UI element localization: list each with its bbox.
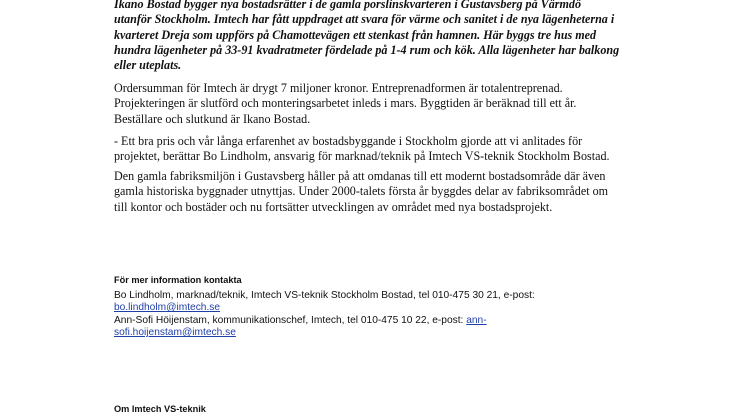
lead-line: hundra lägenheter på 33-91 kvadratmeter fördelade på 1-4 rum och kök. Alla lägenheter har balkong bbox=[114, 42, 620, 57]
email-link-ann-sofi-part2[interactable]: sofi.hoijenstam@imtech.se bbox=[114, 327, 236, 339]
lead-line: kvarteret Dreja som uppförs på Chamottevägen ett stenkast från hamnen. Här byggs tre hus med bbox=[114, 27, 597, 42]
email-link-bo-lindholm[interactable]: bo.lindholm@imtech.se bbox=[114, 302, 221, 314]
contact-person-2 bbox=[114, 315, 674, 328]
body-line: Ordersumman för Imtech är drygt 7 miljoner kronor. Entreprenadformen är totalentreprenad. bbox=[114, 81, 563, 95]
about-section bbox=[114, 403, 514, 416]
email-link-ann-sofi-part1[interactable]: ann- bbox=[466, 314, 487, 326]
lead-line: utanför Stockholm. Imtech har fått uppdraget att svara för värme och sanitet i de nya lägenheterna i bbox=[114, 12, 615, 27]
body-line: gamla historiska byggnader utnyttjas. Under 2000-talets första år byggdes delar av fabriksområdet om bbox=[114, 184, 609, 199]
history-paragraph bbox=[114, 169, 654, 215]
about-heading: Om Imtech VS-teknik bbox=[114, 404, 206, 414]
body-line: projektet, berättar Bo Lindholm, ansvarig för marknad/teknik på Imtech VS-teknik Stockholm Bostad. bbox=[114, 149, 610, 164]
contact-person-2-text: Ann-Sofi Höijenstam, kommunikationschef, Imtech, tel 010-475 10 22, e-post: bbox=[114, 314, 467, 326]
quote-paragraph bbox=[114, 134, 654, 165]
contact-section bbox=[114, 274, 674, 340]
contact-person-1: Bo Lindholm, marknad/teknik, Imtech VS-teknik Stockholm Bostad, tel 010-475 30 21, e-post: bbox=[114, 289, 535, 301]
lead-paragraph bbox=[114, 0, 654, 73]
lead-line: Ikano Bostad bygger nya bostadsrätter i de gamla porslinskvarteren i Gustavsberg på Värmdö bbox=[114, 0, 581, 11]
body-line: - Ett bra pris och vår långa erfarenhet av bostadsbyggande i Stockholm gjorde att vi anlitades för bbox=[114, 134, 583, 148]
body-line: till kontor och bostäder och nu fortsätter utvecklingen av området med nya bostadsprojekt. bbox=[114, 199, 553, 214]
contact-heading: För mer information kontakta bbox=[114, 275, 242, 285]
body-line: Projekteringen är slutförd och monteringsarbetet inleds i mars. Byggtiden är beräknad till ett år. bbox=[114, 96, 577, 111]
body-line: Den gamla fabriksmiljön i Gustavsberg håller på att omdanas till ett modernt bostadsområde där även bbox=[114, 169, 606, 183]
body-line: Beställare och slutkund är Ikano Bostad. bbox=[114, 111, 311, 126]
lead-line: eller uteplats. bbox=[114, 58, 182, 73]
order-paragraph bbox=[114, 81, 654, 127]
